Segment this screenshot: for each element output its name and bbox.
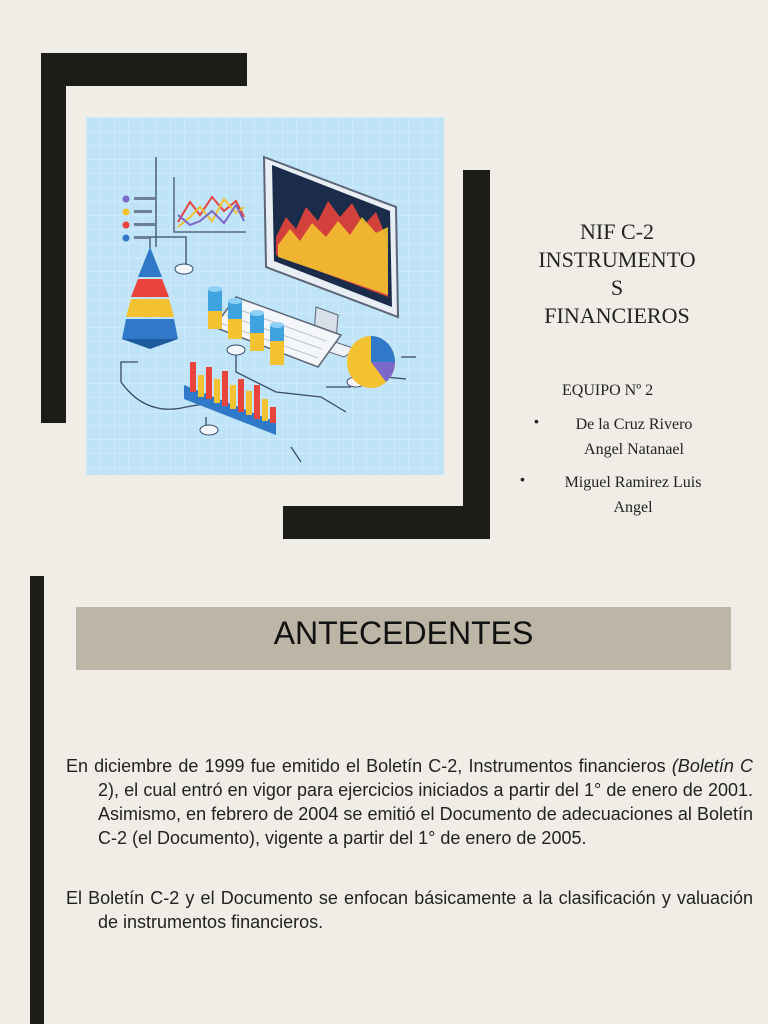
paragraph — [66, 754, 753, 850]
frame-bar-top — [41, 53, 247, 86]
member-bullet: • — [534, 413, 539, 429]
section-heading: ANTECEDENTES — [273, 615, 534, 651]
member-name-line: Miguel Ramirez Luis — [564, 474, 702, 491]
member-name-line: Angel — [613, 499, 653, 516]
presentation-title: NIF C-2 INSTRUMENTO S FINANCIEROS — [538, 219, 696, 328]
frame-bar-right — [463, 170, 490, 539]
financial-data-illustration — [86, 117, 444, 475]
paragraph-text: 2), el cual entró en vigor para ejercicios iniciados a partir del 1° de enero de 2001. Asimismo, en febrero de 2004 se emitió el Documento de adecuaciones al Boletín C-2 (el Documento), vigente a partir del 1° de enero de 2005. — [98, 780, 753, 848]
team-member — [544, 412, 724, 462]
team-member — [543, 470, 723, 520]
frame-bar-left — [41, 53, 66, 423]
paragraph: El Boletín C-2 y el Documento se enfocan básicamente a la clasificación y valuación de instrumentos financieros. — [66, 888, 753, 932]
heading-box — [76, 607, 731, 670]
member-name-line: De la Cruz Rivero — [575, 416, 693, 433]
member-bullet: • — [520, 471, 525, 487]
paragraph-italic-text: (Boletín C — [671, 756, 753, 776]
team-label: EQUIPO Nº 2 — [562, 382, 654, 399]
member-name-line: Angel Natanael — [584, 441, 684, 458]
frame-bar-bottom — [283, 506, 490, 539]
antecedentes-slide — [0, 560, 768, 1024]
frame-bar-left — [30, 576, 44, 1024]
paragraph-text: En diciembre de 1999 fue emitido el Boletín C-2, Instrumentos financieros — [66, 756, 672, 776]
